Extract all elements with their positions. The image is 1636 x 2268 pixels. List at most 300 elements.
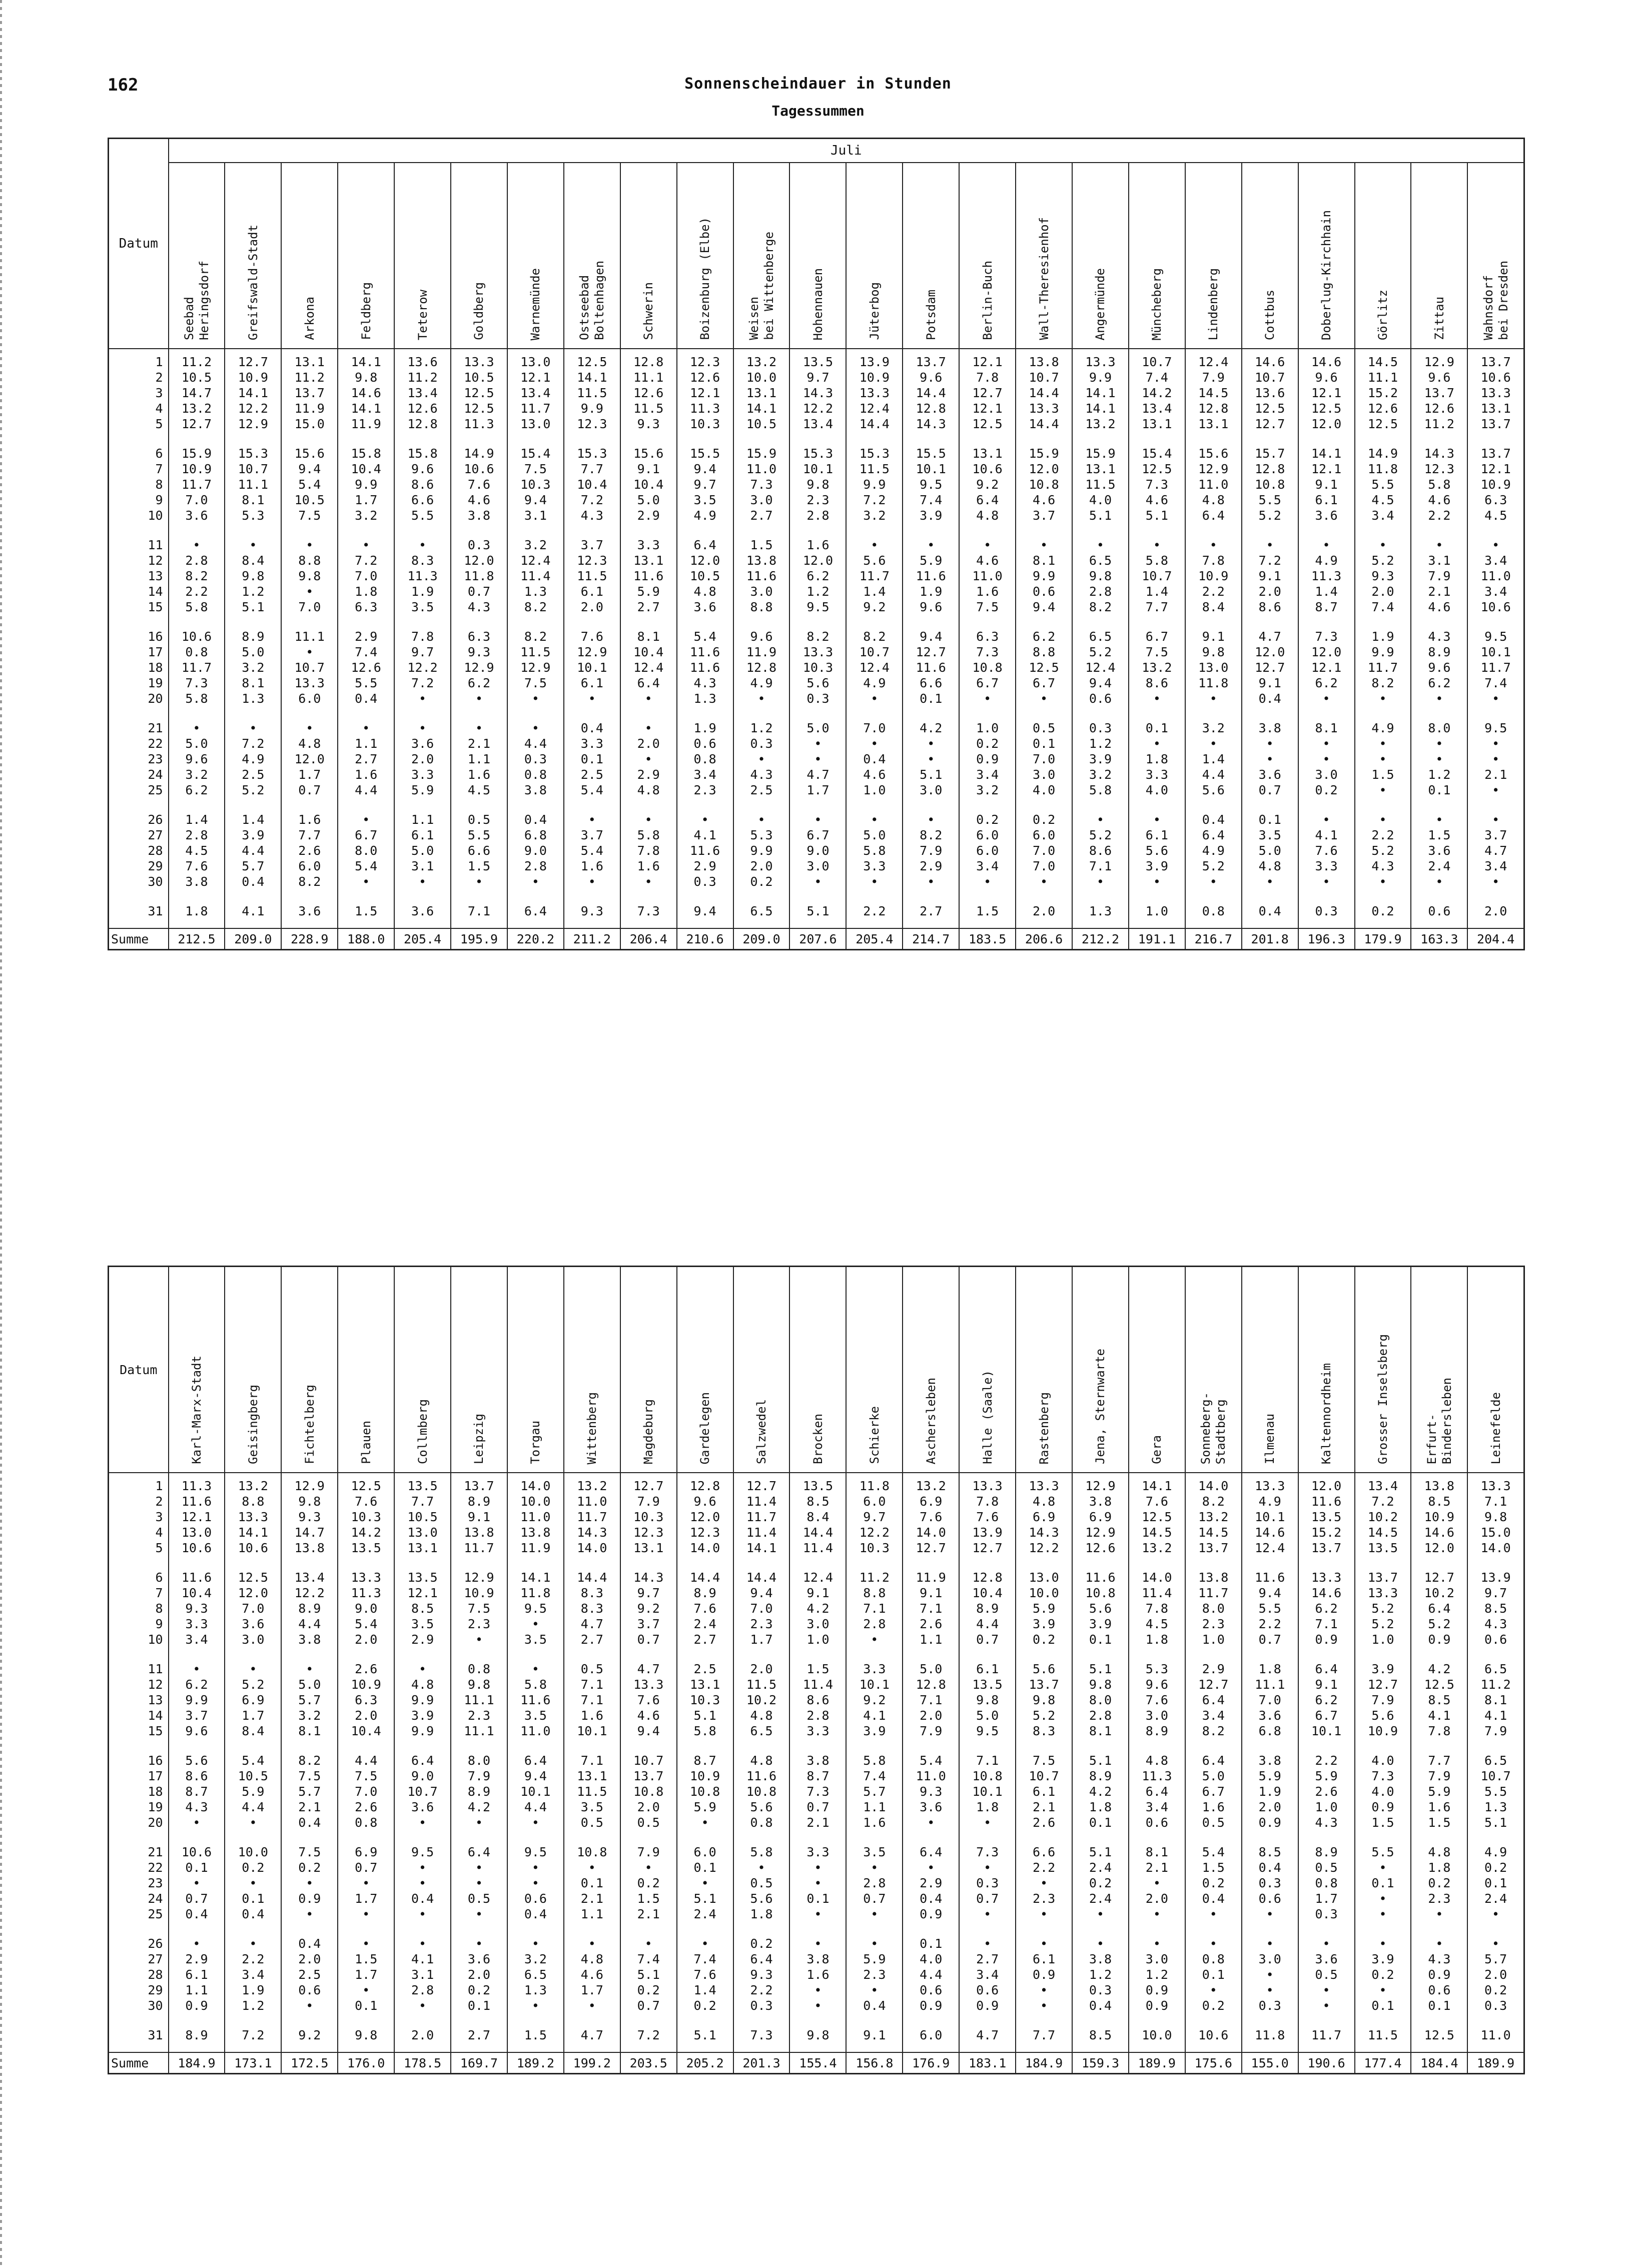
sunshine-values: 13.7 8.9 9.1 13.8 11.7 <box>451 1473 507 1565</box>
station-header <box>281 1267 338 1473</box>
table-row <box>109 898 1524 928</box>
sunshine-values: 9.2 <box>281 2022 338 2052</box>
station-name: Potsdam <box>924 289 938 340</box>
datum-header: Datum <box>109 139 169 349</box>
sunshine-values: 10.6 <box>1185 2022 1242 2052</box>
station-header <box>1016 163 1072 349</box>
page-number: 162 <box>108 75 139 95</box>
sunshine-values: 0.2 <box>1355 898 1411 928</box>
sunshine-values: 9.6 11.9 12.8 4.9 • <box>733 624 790 715</box>
sum-value: 189.9 <box>1467 2052 1524 2074</box>
sunshine-values: 3.8 5.9 1.9 2.0 0.9 <box>1242 1748 1298 1839</box>
sunshine-values: 12.7 7.9 10.3 12.3 13.1 <box>620 1473 677 1565</box>
sunshine-values: 12.5 7.6 10.3 14.2 13.5 <box>338 1473 394 1565</box>
station-name: Jüterbog <box>867 282 882 340</box>
sunshine-values: 14.6 10.7 13.6 12.5 12.7 <box>1242 349 1298 441</box>
sunshine-values: 10.0 0.2 • 0.1 0.4 <box>225 1839 281 1931</box>
sunshine-values: 7.3 <box>620 898 677 928</box>
sunshine-values: • 3.1 7.9 2.1 4.6 <box>1411 532 1467 624</box>
station-name: Halle (Saale) <box>980 1370 995 1464</box>
station-header <box>1298 1267 1355 1473</box>
sunshine-values: • 1.5 1.7 • 0.1 <box>338 1931 394 2022</box>
sunshine-values: 13.6 11.2 13.4 12.6 12.8 <box>394 349 451 441</box>
sunshine-values: • 5.9 2.3 • 0.4 <box>846 1931 903 2022</box>
sum-value: 206.4 <box>620 928 677 950</box>
sunshine-values: 15.9 13.1 11.5 4.0 5.1 <box>1072 441 1129 532</box>
station-name: Warnemünde <box>528 268 543 340</box>
sunshine-values: 6.0 0.1 • 5.1 2.4 <box>677 1839 733 1931</box>
sunshine-values: • 8.2 7.9 2.9 • <box>903 807 959 898</box>
sunshine-values: 3.9 12.7 7.9 5.6 10.9 <box>1355 1656 1411 1748</box>
sunshine-values: 11.2 8.8 7.1 2.8 • <box>846 1565 903 1656</box>
table-row <box>109 1565 1524 1656</box>
sum-value: 155.4 <box>789 2052 846 2074</box>
sunshine-values: 4.7 <box>564 2022 620 2052</box>
sunshine-values: 13.3 11.3 9.0 5.4 2.0 <box>338 1565 394 1656</box>
sunshine-values: 14.4 9.4 7.0 2.3 1.7 <box>733 1565 790 1656</box>
station-header <box>846 1267 903 1473</box>
station-header <box>1355 1267 1411 1473</box>
sunshine-values: 15.9 12.0 10.8 4.6 3.7 <box>1016 441 1072 532</box>
sunshine-values: 1.5 13.8 11.6 3.0 8.8 <box>733 532 790 624</box>
station-header <box>1355 163 1411 349</box>
day-numbers: 6 7 8 9 10 <box>109 1565 169 1656</box>
sunshine-values: 11.6 10.4 9.3 3.3 3.4 <box>169 1565 225 1656</box>
table-row <box>109 349 1524 441</box>
sunshine-values: 1.0 0.2 0.9 3.4 3.2 <box>959 715 1016 807</box>
sunshine-values: 2.6 10.9 6.3 2.0 10.4 <box>338 1656 394 1748</box>
sunshine-values: 0.2 6.0 6.0 3.4 • <box>959 807 1016 898</box>
sunshine-values: 8.2 7.5 5.7 2.1 0.4 <box>281 1748 338 1839</box>
sunshine-values: • 5.2 6.9 1.7 8.4 <box>225 1656 281 1748</box>
sunshine-values: 0.4 <box>1242 898 1298 928</box>
sunshine-values: 4.1 <box>225 898 281 928</box>
station-name: Ostseebad Boltenhagen <box>577 261 607 340</box>
sunshine-values: 14.9 11.8 5.5 4.5 3.4 <box>1355 441 1411 532</box>
sunshine-values: 15.7 12.8 10.8 5.5 5.2 <box>1242 441 1298 532</box>
sunshine-values: 7.1 13.1 11.5 3.5 0.5 <box>564 1748 620 1839</box>
sunshine-values: 6.4 • 2.9 0.4 0.9 <box>903 1839 959 1931</box>
station-name: Gardelegen <box>698 1392 712 1464</box>
station-header <box>789 163 846 349</box>
station-header <box>169 163 225 349</box>
station-name: Brocken <box>810 1413 825 1464</box>
sunshine-values: 13.3 9.9 14.1 14.1 13.2 <box>1072 349 1129 441</box>
sunshine-values: 13.7 12.1 10.9 6.3 4.5 <box>1467 441 1524 532</box>
sunshine-values: 12.7 10.2 6.4 5.2 0.9 <box>1411 1565 1467 1656</box>
station-header <box>338 1267 394 1473</box>
sum-value: 205.4 <box>394 928 451 950</box>
sunshine-values: 6.9 0.7 • 1.7 • <box>338 1839 394 1931</box>
sunshine-values: 12.3 12.6 12.1 11.3 10.3 <box>677 349 733 441</box>
sunshine-values: 1.1 6.1 5.0 3.1 • <box>394 807 451 898</box>
sunshine-values: 5.0 12.8 7.1 2.0 7.9 <box>903 1656 959 1748</box>
sunshine-values: 4.2 • • 5.1 3.0 <box>903 715 959 807</box>
sunshine-values: 0.5 5.5 6.6 1.5 • <box>451 807 507 898</box>
station-name: Cottbus <box>1263 289 1277 340</box>
sunshine-values: 8.9 0.5 0.8 1.7 0.3 <box>1298 1839 1355 1931</box>
sunshine-values: 12.7 10.9 14.1 12.2 12.9 <box>225 349 281 441</box>
sunshine-values: 15.8 9.6 8.6 6.6 5.5 <box>394 441 451 532</box>
sunshine-values: 5.4 11.0 9.3 3.6 • <box>903 1748 959 1839</box>
sunshine-values: 7.8 9.7 12.2 7.2 • <box>394 624 451 715</box>
sum-value: 176.9 <box>903 2052 959 2074</box>
station-name: Angermünde <box>1093 268 1108 340</box>
sunshine-values: • 3.7 4.7 3.4 • <box>1467 807 1524 898</box>
sunshine-values: 11.9 9.1 7.1 2.6 1.1 <box>903 1565 959 1656</box>
sunshine-values: 13.1 10.6 9.2 6.4 4.8 <box>959 441 1016 532</box>
sunshine-values: 7.3 <box>733 2022 790 2052</box>
sunshine-values: 14.6 9.6 12.1 12.5 12.0 <box>1298 349 1355 441</box>
sunshine-values: • 8.1 9.9 0.6 9.4 <box>1016 532 1072 624</box>
sunshine-values: 4.4 7.5 7.0 2.6 0.8 <box>338 1748 394 1839</box>
sunshine-values: 14.0 8.2 13.2 14.5 13.7 <box>1185 1473 1242 1565</box>
sunshine-values: 7.0 • 0.4 4.6 1.0 <box>846 715 903 807</box>
sunshine-values: 13.2 10.0 13.1 14.1 10.5 <box>733 349 790 441</box>
sunshine-values: 6.4 9.1 6.2 6.7 10.1 <box>1298 1656 1355 1748</box>
sunshine-values: 1.9 9.9 11.7 8.2 • <box>1355 624 1411 715</box>
day-numbers: 21 22 23 24 25 <box>109 715 169 807</box>
sunshine-values: 8.0 • • 1.2 0.1 <box>1411 715 1467 807</box>
sum-value: 216.7 <box>1185 928 1242 950</box>
sunshine-values: • 5.7 2.0 0.2 0.3 <box>1467 1931 1524 2022</box>
day-numbers: 11 12 13 14 15 <box>109 532 169 624</box>
station-name: Hohennauen <box>810 268 825 340</box>
station-header <box>564 1267 620 1473</box>
sum-value: 188.0 <box>338 928 394 950</box>
sunshine-values: 9.4 <box>677 898 733 928</box>
sunshine-values: 2.9 12.7 6.4 3.4 8.2 <box>1185 1656 1242 1748</box>
sunshine-values: • 4.8 12.0 1.7 0.7 <box>281 715 338 807</box>
sum-value: 228.9 <box>281 928 338 950</box>
sunshine-values: 8.2 11.5 12.9 7.5 • <box>507 624 564 715</box>
station-name: Goldberg <box>472 282 486 340</box>
sunshine-values: 15.9 10.9 11.7 7.0 3.6 <box>169 441 225 532</box>
sunshine-values: 10.6 0.8 11.7 7.3 5.8 <box>169 624 225 715</box>
sunshine-values: • 5.2 9.3 2.0 7.4 <box>1355 532 1411 624</box>
station-header <box>1467 163 1524 349</box>
sunshine-values: 12.5 <box>1411 2022 1467 2052</box>
sunshine-values: 4.7 13.3 7.6 4.6 9.4 <box>620 1656 677 1748</box>
sum-value: 169.7 <box>451 2052 507 2074</box>
sunshine-values: 4.0 7.3 4.0 0.9 1.5 <box>1355 1748 1411 1839</box>
sunshine-values: • 7.4 7.6 1.4 0.2 <box>677 1931 733 2022</box>
sum-value: 184.9 <box>1016 2052 1072 2074</box>
sunshine-values: • 2.8 8.2 2.2 5.8 <box>169 532 225 624</box>
table-row <box>109 624 1524 715</box>
sunshine-values: 5.1 <box>677 2022 733 2052</box>
sunshine-values: 14.3 9.7 9.2 3.7 0.7 <box>620 1565 677 1656</box>
sum-label: Summe <box>109 928 169 950</box>
sunshine-values: • 5.8 11.6 3.5 11.0 <box>507 1656 564 1748</box>
day-numbers: 16 17 18 19 20 <box>109 1748 169 1839</box>
sunshine-values: 7.7 7.9 5.9 1.6 1.5 <box>1411 1748 1467 1839</box>
sunshine-values: 13.5 9.7 14.3 12.2 13.4 <box>789 349 846 441</box>
sunshine-values: 5.4 1.5 0.2 0.4 • <box>1185 1839 1242 1931</box>
sunshine-values: 6.5 11.2 8.1 4.1 7.9 <box>1467 1656 1524 1748</box>
sum-value: 195.9 <box>451 928 507 950</box>
sunshine-values: 6.1 13.5 9.8 5.0 9.5 <box>959 1656 1016 1748</box>
station-name: Berlin-Buch <box>980 261 995 340</box>
sunshine-values: 13.2 6.9 7.6 14.0 12.7 <box>903 1473 959 1565</box>
sunshine-values: 12.5 14.1 11.5 9.9 12.3 <box>564 349 620 441</box>
sunshine-values: • 5.2 8.6 7.1 • <box>1072 807 1129 898</box>
day-numbers: 11 12 13 14 15 <box>109 1656 169 1748</box>
sunshine-values: 9.1 <box>846 2022 903 2052</box>
sunshine-values: • 7.8 10.9 2.2 8.4 <box>1185 532 1242 624</box>
sunshine-values: • 3.8 1.6 • • <box>789 1931 846 2022</box>
sunshine-values: 11.3 11.6 12.1 13.0 10.6 <box>169 1473 225 1565</box>
sunshine-values: 4.9 0.2 0.1 2.4 • <box>1467 1839 1524 1931</box>
sunshine-values: 1.8 11.1 7.0 3.6 6.8 <box>1242 1656 1298 1748</box>
sunshine-values: • 6.1 0.9 • • <box>1016 1931 1072 2022</box>
sunshine-values: 3.2 12.4 11.4 1.3 8.2 <box>507 532 564 624</box>
sunshine-values: • 4.3 0.9 0.6 0.1 <box>1411 1931 1467 2022</box>
sunshine-values: 7.6 12.9 10.1 6.1 • <box>564 624 620 715</box>
sunshine-values: • 7.4 5.1 0.2 0.7 <box>620 1931 677 2022</box>
sunshine-values: • 7.2 7.0 1.8 6.3 <box>338 532 394 624</box>
sunshine-values: 0.1 4.0 4.4 0.6 0.9 <box>903 1931 959 2022</box>
sunshine-values: 15.4 7.5 10.3 9.4 3.1 <box>507 441 564 532</box>
sum-value: 176.0 <box>338 2052 394 2074</box>
sunshine-values: 12.9 9.8 9.3 14.7 13.8 <box>281 1473 338 1565</box>
sum-value: 190.6 <box>1298 2052 1355 2074</box>
sunshine-values: 1.6 7.7 2.6 6.0 8.2 <box>281 807 338 898</box>
station-name: Jena, Sternwarte <box>1093 1348 1108 1464</box>
station-name: Ilmenau <box>1263 1413 1277 1464</box>
sunshine-values: 13.3 7.8 7.6 13.9 12.7 <box>959 1473 1016 1565</box>
sunshine-table-stations-2 <box>108 1266 1525 2074</box>
station-header <box>451 163 507 349</box>
day-numbers: 26 27 28 29 30 <box>109 1931 169 2022</box>
station-name: Müncheberg <box>1150 268 1164 340</box>
station-name: Boizenburg (Elbe) <box>698 217 712 340</box>
sunshine-values: 5.1 9.8 8.0 2.8 8.1 <box>1072 1656 1129 1748</box>
sunshine-values: 3.3 • • 0.1 • <box>789 1839 846 1931</box>
sunshine-values: 1.5 11.4 8.6 2.8 3.3 <box>789 1656 846 1748</box>
sunshine-values: 3.2 • 1.4 4.4 5.6 <box>1185 715 1242 807</box>
sunshine-values: 14.0 10.0 11.0 13.8 11.9 <box>507 1473 564 1565</box>
sunshine-values: • 4.8 4.6 1.7 • <box>564 1931 620 2022</box>
datum-header: Datum <box>109 1267 169 1473</box>
sunshine-values: 13.0 12.1 13.4 11.7 13.0 <box>507 349 564 441</box>
station-header <box>733 1267 790 1473</box>
sunshine-table-july <box>108 138 1525 950</box>
sum-value: 184.9 <box>169 2052 225 2074</box>
sunshine-values: 6.7 7.5 13.2 8.6 • <box>1129 624 1185 715</box>
sunshine-values: 5.8 • 0.5 5.6 1.8 <box>733 1839 790 1931</box>
sunshine-values: 4.8 1.8 0.2 2.3 • <box>1411 1839 1467 1931</box>
sunshine-values: 12.4 7.9 14.5 12.8 13.1 <box>1185 349 1242 441</box>
sunshine-values: • 6.5 9.8 2.8 8.2 <box>1072 532 1129 624</box>
sunshine-values: 15.9 11.0 7.3 3.0 2.7 <box>733 441 790 532</box>
sunshine-values: 9.5 • • 0.6 0.4 <box>507 1839 564 1931</box>
sunshine-values: 15.6 9.4 5.4 10.5 7.5 <box>281 441 338 532</box>
table-row <box>109 807 1524 898</box>
sunshine-values: • 3.9 0.2 • 0.1 <box>1355 1931 1411 2022</box>
sunshine-values: • 5.8 10.7 1.4 7.7 <box>1129 532 1185 624</box>
sunshine-values: 4.7 12.0 12.7 9.1 0.4 <box>1242 624 1298 715</box>
sunshine-values: 7.5 0.2 • 0.9 • <box>281 1839 338 1931</box>
station-name: Leinefelde <box>1488 1392 1503 1464</box>
station-header <box>169 1267 225 1473</box>
sunshine-values: • 7.2 4.9 2.5 5.2 <box>225 715 281 807</box>
sunshine-values: 4.9 • • 1.5 • <box>1355 715 1411 807</box>
station-header <box>1072 163 1129 349</box>
sunshine-values: 13.4 7.2 10.2 14.5 13.5 <box>1355 1473 1411 1565</box>
sunshine-values: 2.0 <box>394 2022 451 2052</box>
sunshine-values: 0.1 • 1.8 3.3 4.0 <box>1129 715 1185 807</box>
sunshine-values: • 5.3 9.9 2.0 0.2 <box>733 807 790 898</box>
sunshine-values: 13.3 10.5 12.5 12.5 11.3 <box>451 349 507 441</box>
sunshine-values: 5.1 2.4 0.2 2.4 • <box>1072 1839 1129 1931</box>
station-name: Geisingberg <box>246 1385 260 1464</box>
sunshine-values: 1.5 <box>959 898 1016 928</box>
sunshine-values: 10.7 7.4 14.2 13.4 13.1 <box>1129 349 1185 441</box>
sunshine-values: 0.8 <box>1185 898 1242 928</box>
station-header <box>1411 1267 1467 1473</box>
station-name: Feldberg <box>359 282 373 340</box>
station-name: Salzwedel <box>754 1399 769 1464</box>
sunshine-values: 11.6 9.4 5.5 2.2 0.7 <box>1242 1565 1298 1656</box>
sunshine-values: 9.3 <box>564 898 620 928</box>
sunshine-values: 15.8 10.4 9.9 1.7 3.2 <box>338 441 394 532</box>
sunshine-values: • 5.0 5.7 3.2 8.1 <box>281 1656 338 1748</box>
sunshine-values: 3.3 10.1 9.2 4.1 3.9 <box>846 1656 903 1748</box>
station-header <box>1016 1267 1072 1473</box>
sum-value: 196.3 <box>1298 928 1355 950</box>
sunshine-values: • 3.4 11.0 3.4 10.6 <box>1467 532 1524 624</box>
sunshine-values: • 2.1 1.1 1.6 4.5 <box>451 715 507 807</box>
sunshine-values: 3.8 • • 3.6 0.7 <box>1242 715 1298 807</box>
sunshine-values: • 4.8 9.9 3.9 9.9 <box>394 1656 451 1748</box>
sunshine-values: 2.9 7.4 12.6 5.5 0.4 <box>338 624 394 715</box>
sunshine-values: 0.4 3.3 0.1 2.5 5.4 <box>564 715 620 807</box>
sunshine-values: 0.2 6.4 9.3 2.2 0.3 <box>733 1931 790 2022</box>
sunshine-values: 11.2 10.5 14.7 13.2 12.7 <box>169 349 225 441</box>
sunshine-values: 14.0 11.4 7.8 4.5 1.8 <box>1129 1565 1185 1656</box>
sunshine-values: 13.0 10.0 5.9 3.9 0.2 <box>1016 1565 1072 1656</box>
sunshine-values: • 2.7 3.4 0.6 0.9 <box>959 1931 1016 2022</box>
sum-value: 156.8 <box>846 2052 903 2074</box>
station-name: Wittenberg <box>585 1392 599 1464</box>
station-name: Seebad Heringsdorf <box>182 261 211 340</box>
sum-value: 178.5 <box>394 2052 451 2074</box>
sunshine-values: 12.1 7.8 12.7 12.1 12.5 <box>959 349 1016 441</box>
station-header <box>564 163 620 349</box>
sum-value: 183.1 <box>959 2052 1016 2074</box>
sunshine-values: 5.0 • • 4.7 1.7 <box>789 715 846 807</box>
sunshine-values: • 1.5 3.6 2.4 • <box>1411 807 1467 898</box>
sunshine-values: 7.5 10.7 6.1 2.1 2.6 <box>1016 1748 1072 1839</box>
station-name: Collmberg <box>415 1399 430 1464</box>
scan-edge <box>0 0 2 2268</box>
sunshine-values: 5.8 7.4 5.7 1.1 1.6 <box>846 1748 903 1839</box>
sunshine-values: 9.1 9.8 13.0 11.8 • <box>1185 624 1242 715</box>
station-name: Doberlug-Kirchhain <box>1319 210 1334 340</box>
sunshine-values: 11.8 6.0 9.7 12.2 10.3 <box>846 1473 903 1565</box>
station-header <box>225 163 281 349</box>
station-name: Magdeburg <box>641 1399 656 1464</box>
sunshine-values: 13.7 13.3 5.2 5.2 1.0 <box>1355 1565 1411 1656</box>
sunshine-values: 6.4 9.4 10.1 4.4 • <box>507 1748 564 1839</box>
sum-value: 205.2 <box>677 2052 733 2074</box>
sunshine-values: 1.4 3.9 4.4 5.7 0.4 <box>225 807 281 898</box>
sunshine-values: 8.7 10.9 10.8 5.9 • <box>677 1748 733 1839</box>
day-numbers: 6 7 8 9 10 <box>109 441 169 532</box>
sunshine-values: 13.1 11.2 13.7 11.9 15.0 <box>281 349 338 441</box>
sunshine-values: 8.1 10.4 12.4 6.4 • <box>620 624 677 715</box>
sunshine-values: • 3.0 • • 0.3 <box>1242 1931 1298 2022</box>
station-header <box>846 163 903 349</box>
sunshine-values: 11.7 <box>1298 2022 1355 2052</box>
sum-value: 220.2 <box>507 928 564 950</box>
sunshine-values: 1.6 12.0 6.2 1.2 9.5 <box>789 532 846 624</box>
sunshine-values: 13.7 9.6 14.4 12.8 14.3 <box>903 349 959 441</box>
station-name: Görlitz <box>1375 289 1390 340</box>
sunshine-values: • 4.1 7.6 3.3 • <box>1298 807 1355 898</box>
sunshine-values: • 5.6 11.7 1.4 9.2 <box>846 532 903 624</box>
day-numbers: 21 22 23 24 25 <box>109 1839 169 1931</box>
station-header <box>620 163 677 349</box>
sunshine-values: 6.5 5.2 12.4 9.4 0.6 <box>1072 624 1129 715</box>
sunshine-values: 12.9 10.9 7.5 2.3 • <box>451 1565 507 1656</box>
station-header <box>507 1267 564 1473</box>
sunshine-values: 9.4 12.7 11.6 6.6 0.1 <box>903 624 959 715</box>
sunshine-values: 13.3 4.9 10.1 14.6 12.4 <box>1242 1473 1298 1565</box>
station-name: Zittau <box>1432 297 1446 340</box>
sunshine-values: 13.7 10.6 13.3 13.1 13.7 <box>1467 349 1524 441</box>
sum-value: 183.5 <box>959 928 1016 950</box>
sunshine-values: • 7.2 9.1 2.0 8.6 <box>1242 532 1298 624</box>
sunshine-values: 0.5 7.1 7.1 1.6 10.1 <box>564 1656 620 1748</box>
month-header: Juli <box>169 139 1524 163</box>
station-name: Aschersleben <box>924 1377 938 1464</box>
sunshine-values: • 6.1 5.6 3.9 • <box>1129 807 1185 898</box>
sunshine-values: 0.6 <box>1411 898 1467 928</box>
sunshine-values: 0.4 6.4 4.9 5.2 • <box>1185 807 1242 898</box>
sunshine-values: 1.9 0.6 0.8 3.4 2.3 <box>677 715 733 807</box>
sunshine-values: 6.5 10.7 5.5 1.3 5.1 <box>1467 1748 1524 1839</box>
table-row <box>109 1473 1524 1565</box>
day-numbers: 1 2 3 4 5 <box>109 1473 169 1565</box>
sum-value: 189.2 <box>507 2052 564 2074</box>
sunshine-values: 2.7 <box>903 898 959 928</box>
station-name: Greifswald-Stadt <box>246 224 260 340</box>
sunshine-values: 13.5 12.1 8.5 3.5 2.9 <box>394 1565 451 1656</box>
sunshine-values: • 5.9 11.6 1.9 9.6 <box>903 532 959 624</box>
table-row <box>109 1931 1524 2022</box>
sunshine-values: 3.7 12.3 11.5 6.1 2.0 <box>564 532 620 624</box>
sunshine-values: 1.4 2.8 4.5 7.6 3.8 <box>169 807 225 898</box>
sunshine-values: 0.1 3.5 5.0 4.8 • <box>1242 807 1298 898</box>
sunshine-values: 13.5 8.5 8.4 14.4 11.4 <box>789 1473 846 1565</box>
sunshine-values: • 3.2 6.5 1.3 • <box>507 1931 564 2022</box>
station-name: Weisen bei Wittenberge <box>747 232 776 340</box>
station-header <box>225 1267 281 1473</box>
sunshine-values: • 2.2 5.2 4.3 • <box>1355 807 1411 898</box>
sum-value: 173.1 <box>225 2052 281 2074</box>
sunshine-values: 8.9 5.0 3.2 8.1 1.3 <box>225 624 281 715</box>
sunshine-values: • 5.0 5.8 3.3 • <box>846 807 903 898</box>
sunshine-values: 8.1 2.1 • 2.0 • <box>1129 1839 1185 1931</box>
station-header <box>677 163 733 349</box>
sum-value: 205.4 <box>846 928 903 950</box>
sunshine-values: 14.1 11.8 9.5 • 3.5 <box>507 1565 564 1656</box>
sunshine-values: 15.3 10.1 9.8 2.3 2.8 <box>789 441 846 532</box>
sunshine-values: 14.5 11.1 15.2 12.6 12.5 <box>1355 349 1411 441</box>
sunshine-values: • 8.8 9.8 • 7.0 <box>281 532 338 624</box>
